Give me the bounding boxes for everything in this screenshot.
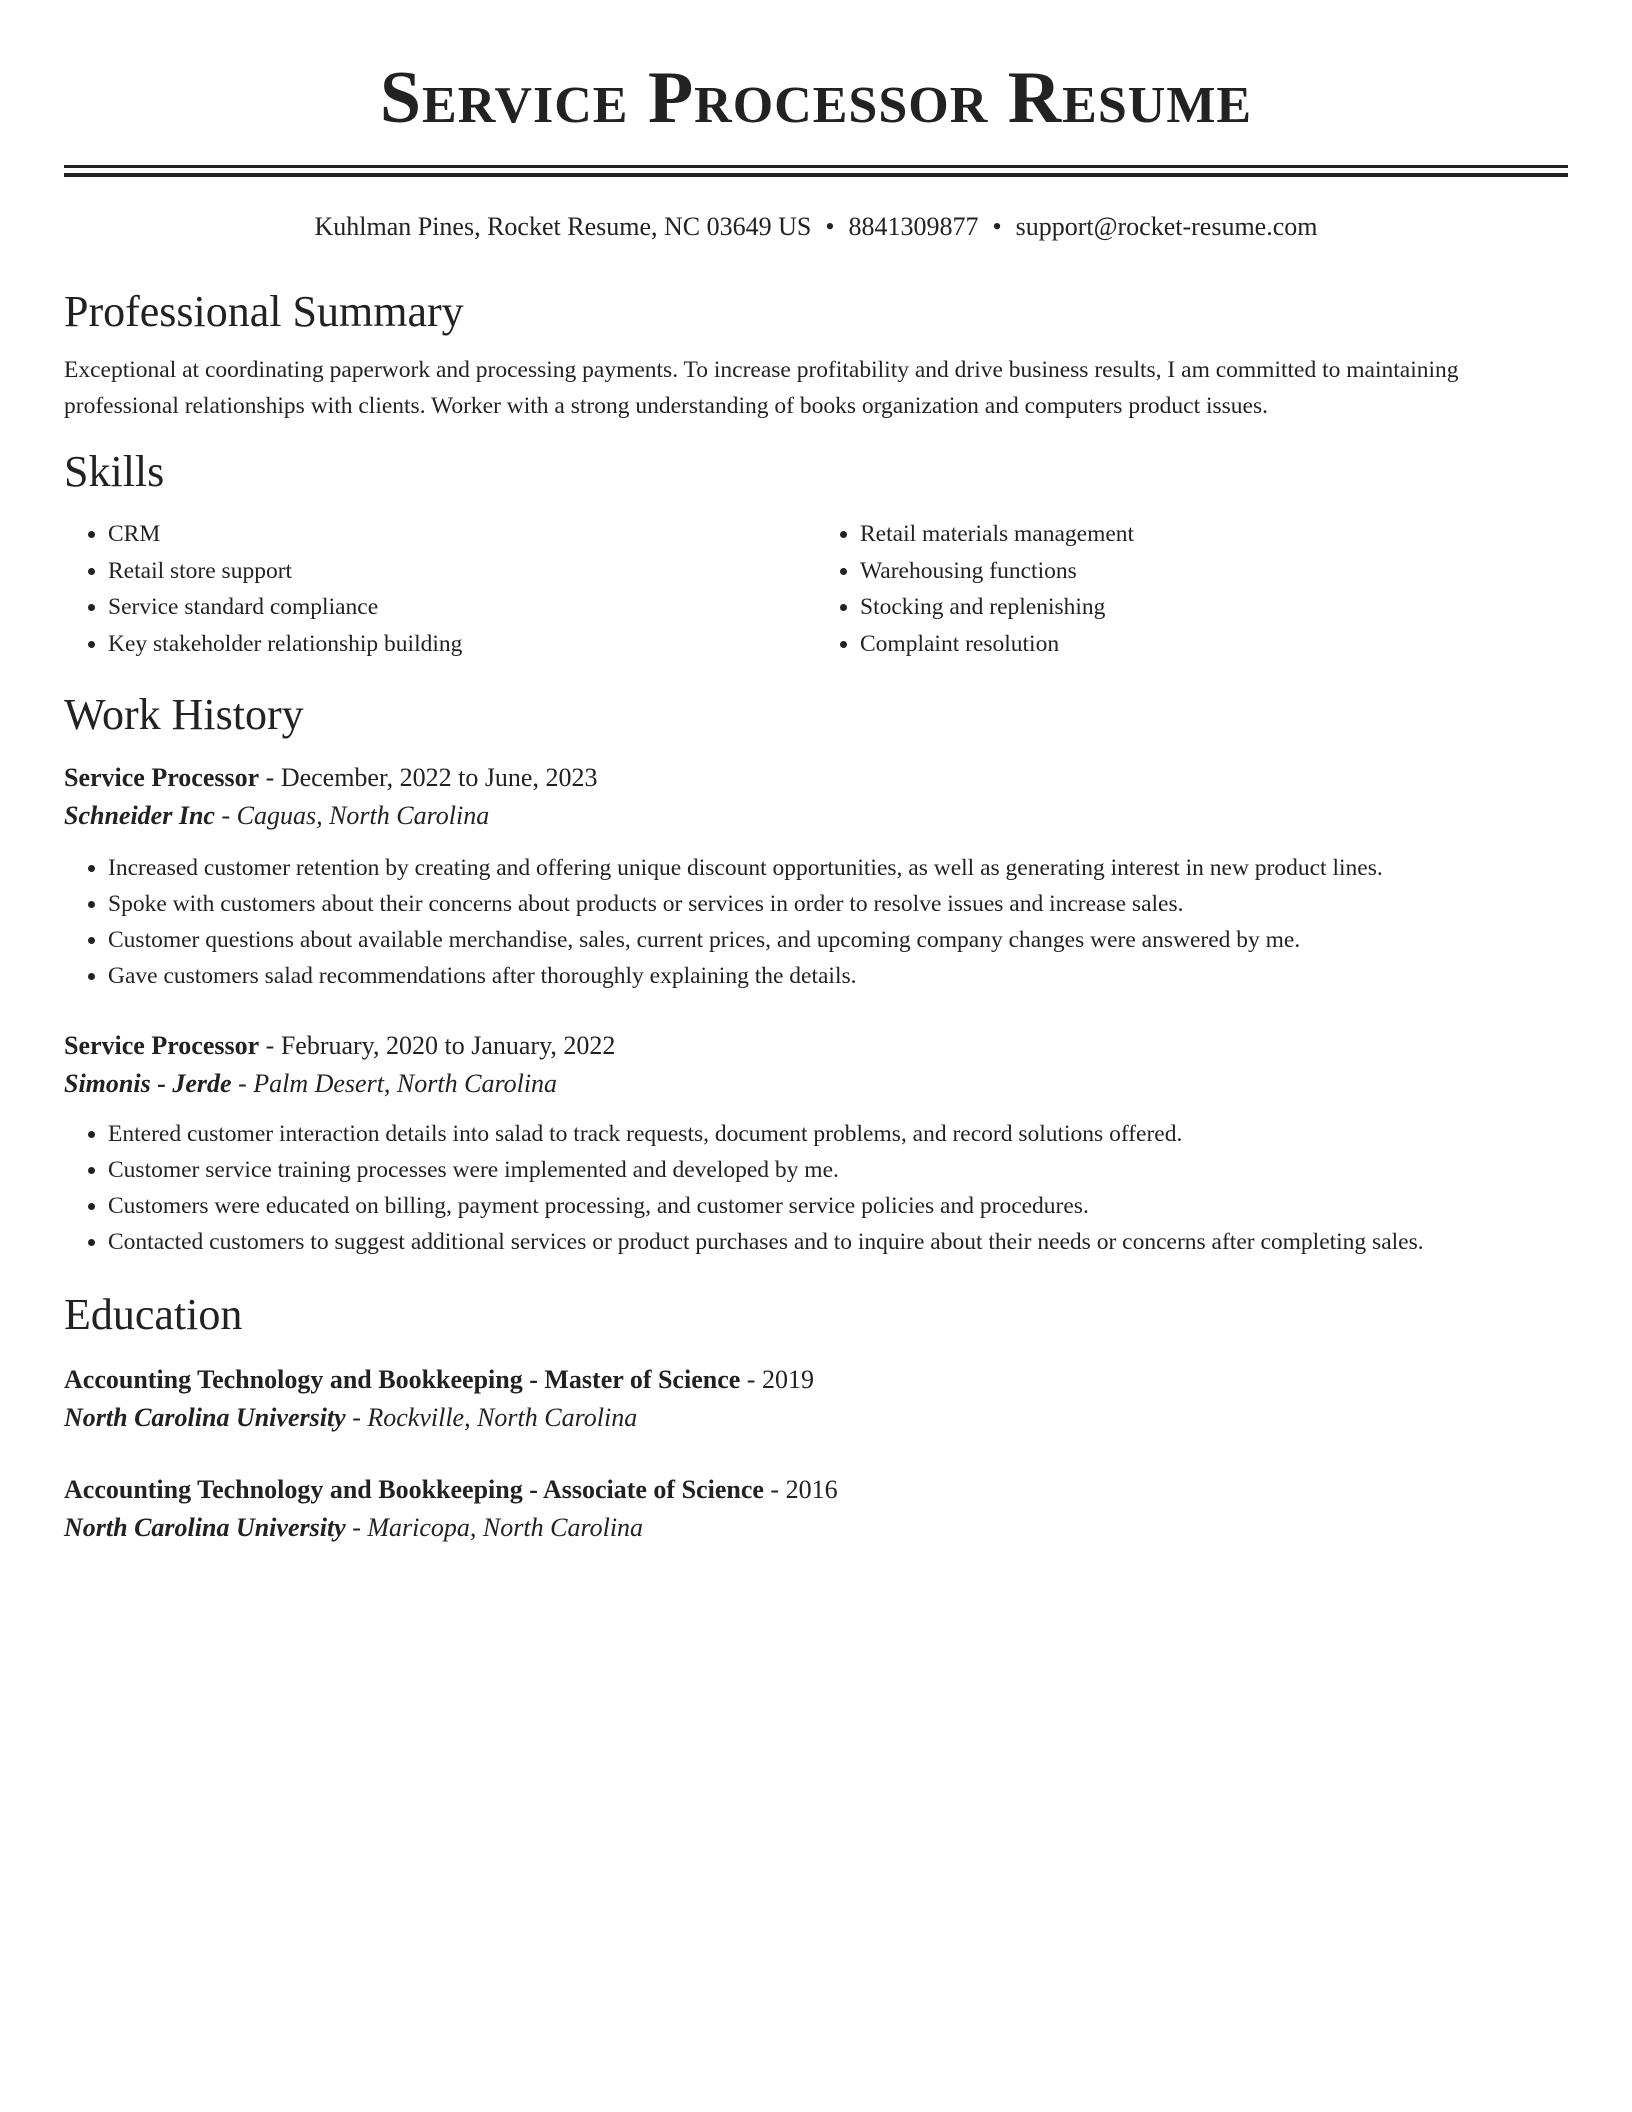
job-company: Simonis - Jerde [64,1069,232,1098]
education-school: North Carolina University [64,1403,346,1432]
skills-list-right [816,516,1568,662]
skill-item: • Warehousing functions [860,553,1568,590]
skills-heading: Skills [64,447,165,496]
job-bullet: • Gave customers salad recommendations after thoroughly explaining the details. [108,958,1568,994]
education-heading: Education [64,1290,243,1339]
skill-item: • Retail materials management [860,516,1568,553]
job-title: Service Processor [64,1031,260,1060]
summary-text: Exceptional at coordinating paperwork and processing payments. To increase profitability and drive business results, I am committed to maintaining professional relationships with clients. Worker with a strong understanding of books organization and computers product issues. [64,357,1459,419]
job-bullet: • Entered customer interaction details into salad to track requests, document problems, and record solutions offered. [108,1116,1568,1152]
skill-item: • Retail store support [108,553,816,590]
job-header [64,759,1568,797]
job-company-line [64,797,1568,835]
job-bullet: • Customers were educated on billing, payment processing, and customer service policies and procedures. [108,1188,1568,1224]
job-bullet: • Increased customer retention by creating and offering unique discount opportunities, as well as generating interest in new product lines. [108,850,1568,886]
skill-item: • Service standard compliance [108,589,816,626]
contact-separator: • [825,212,835,241]
education-year: - 2016 [763,1475,838,1504]
job-dates: - December, 2022 to June, 2023 [259,763,598,792]
job-bullet: • Contacted customers to suggest additional services or product purchases and to inquire about their needs or concerns after completing sales. [108,1224,1568,1260]
job-location: - Caguas, North Carolina [214,801,490,830]
job-bullet: • Customer questions about available merchandise, sales, current prices, and upcoming company changes were answered by me. [108,922,1568,958]
skill-item: • CRM [108,516,816,553]
job-bullets [64,1116,1568,1260]
title-divider-bottom [64,173,1568,177]
job-bullet: • Customer service training processes were implemented and developed by me. [108,1152,1568,1188]
contact-email: support@rocket-resume.com [1015,212,1318,241]
job-bullet: • Spoke with customers about their concerns about products or services in order to resolve issues and increase sales. [108,886,1568,922]
education-location: - Maricopa, North Carolina [345,1513,644,1542]
job-company-line [64,1065,1568,1103]
job-bullets [64,850,1568,994]
work-history-heading: Work History [64,690,304,739]
job-company: Schneider Inc [64,801,215,830]
contact-phone: 8841309877 [848,212,979,241]
contact-separator: • [992,212,1002,241]
contact-line [64,210,1568,244]
education-degree: Accounting Technology and Bookkeeping - Associate of Science [64,1475,764,1504]
education-header [64,1361,1568,1399]
title-divider-top [64,165,1568,168]
skills-columns [64,516,1568,662]
page-title: Service Processor Resume [379,57,1253,139]
skill-item: • Complaint resolution [860,626,1568,663]
education-year: - 2019 [740,1365,814,1394]
education-header [64,1471,1568,1509]
job-location: - Palm Desert, North Carolina [231,1069,558,1098]
education-degree: Accounting Technology and Bookkeeping - Master of Science [64,1365,741,1394]
education-school-line [64,1399,1568,1437]
contact-address: Kuhlman Pines, Rocket Resume, NC 03649 US [314,212,812,241]
job-header [64,1027,1568,1065]
skill-item: • Key stakeholder relationship building [108,626,816,663]
education-school-line [64,1509,1568,1547]
skill-item: • Stocking and replenishing [860,589,1568,626]
education-school: North Carolina University [64,1513,346,1542]
skills-list-left [64,516,816,662]
education-location: - Rockville, North Carolina [345,1403,638,1432]
summary-heading: Professional Summary [64,287,464,336]
job-title: Service Processor [64,763,260,792]
job-dates: - February, 2020 to January, 2022 [259,1031,616,1060]
